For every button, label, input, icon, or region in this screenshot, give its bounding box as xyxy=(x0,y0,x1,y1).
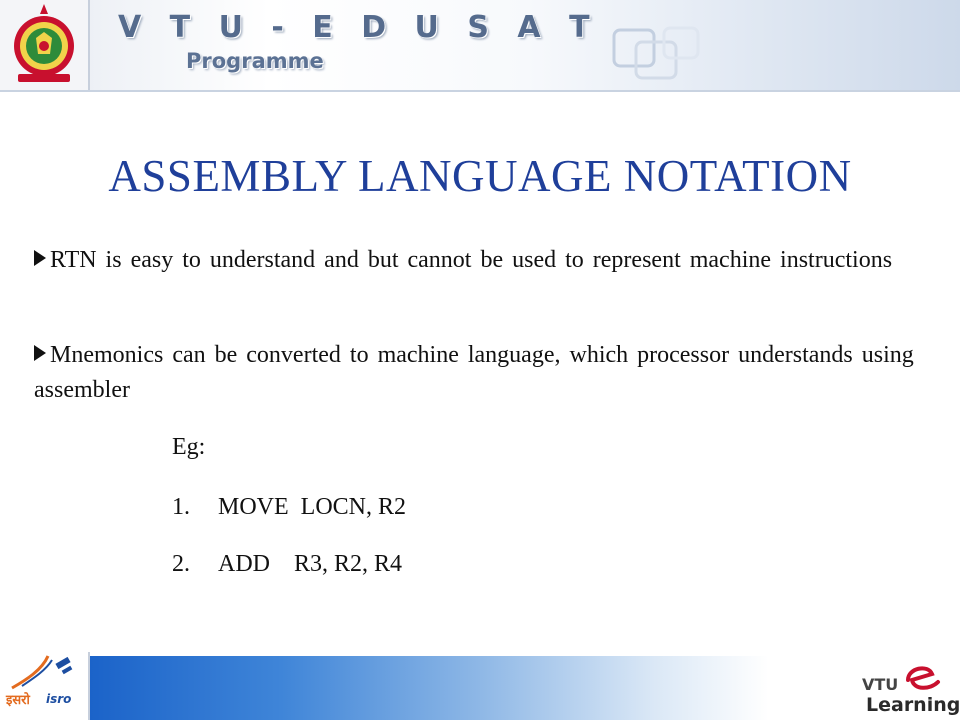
footer-gradient-band xyxy=(90,656,960,720)
arrow-bullet-icon xyxy=(34,345,46,361)
vtu-emblem-icon xyxy=(6,2,82,88)
example-line xyxy=(172,494,406,521)
example-label: Eg: xyxy=(172,434,206,460)
header-banner xyxy=(0,0,960,92)
example-line xyxy=(172,551,402,578)
example-code: MOVE LOCN, R2 xyxy=(218,494,407,520)
example-code: ADD R3, R2, R4 xyxy=(218,551,403,577)
decorative-squares-icon xyxy=(600,22,720,82)
brand-title: V T U - E D U S A T xyxy=(118,10,599,45)
isro-logo xyxy=(0,652,90,720)
learning-label: Learning xyxy=(866,694,960,716)
footer-banner xyxy=(0,652,960,720)
list-number: 1. xyxy=(172,494,190,520)
bullet-text: Mnemonics can be converted to machine language, which processor understands using assembler xyxy=(34,342,914,403)
slide-title: ASSEMBLY LANGUAGE NOTATION xyxy=(108,151,852,201)
isro-rocket-icon xyxy=(2,652,86,692)
arrow-bullet-icon xyxy=(34,250,46,266)
bullet-item xyxy=(34,243,914,278)
bullet-item xyxy=(34,338,914,408)
bullet-text: RTN is easy to understand and but cannot be used to represent machine instructions xyxy=(50,247,893,273)
vtu-logo xyxy=(0,0,90,90)
brand-subtitle: Programme xyxy=(186,49,324,73)
isro-english-label: isro xyxy=(46,692,72,706)
isro-hindi-label: इसरो xyxy=(6,693,30,708)
vtu-learning-label: VTU xyxy=(862,675,899,694)
list-number: 2. xyxy=(172,551,190,577)
e-learning-logo-icon xyxy=(902,660,944,696)
